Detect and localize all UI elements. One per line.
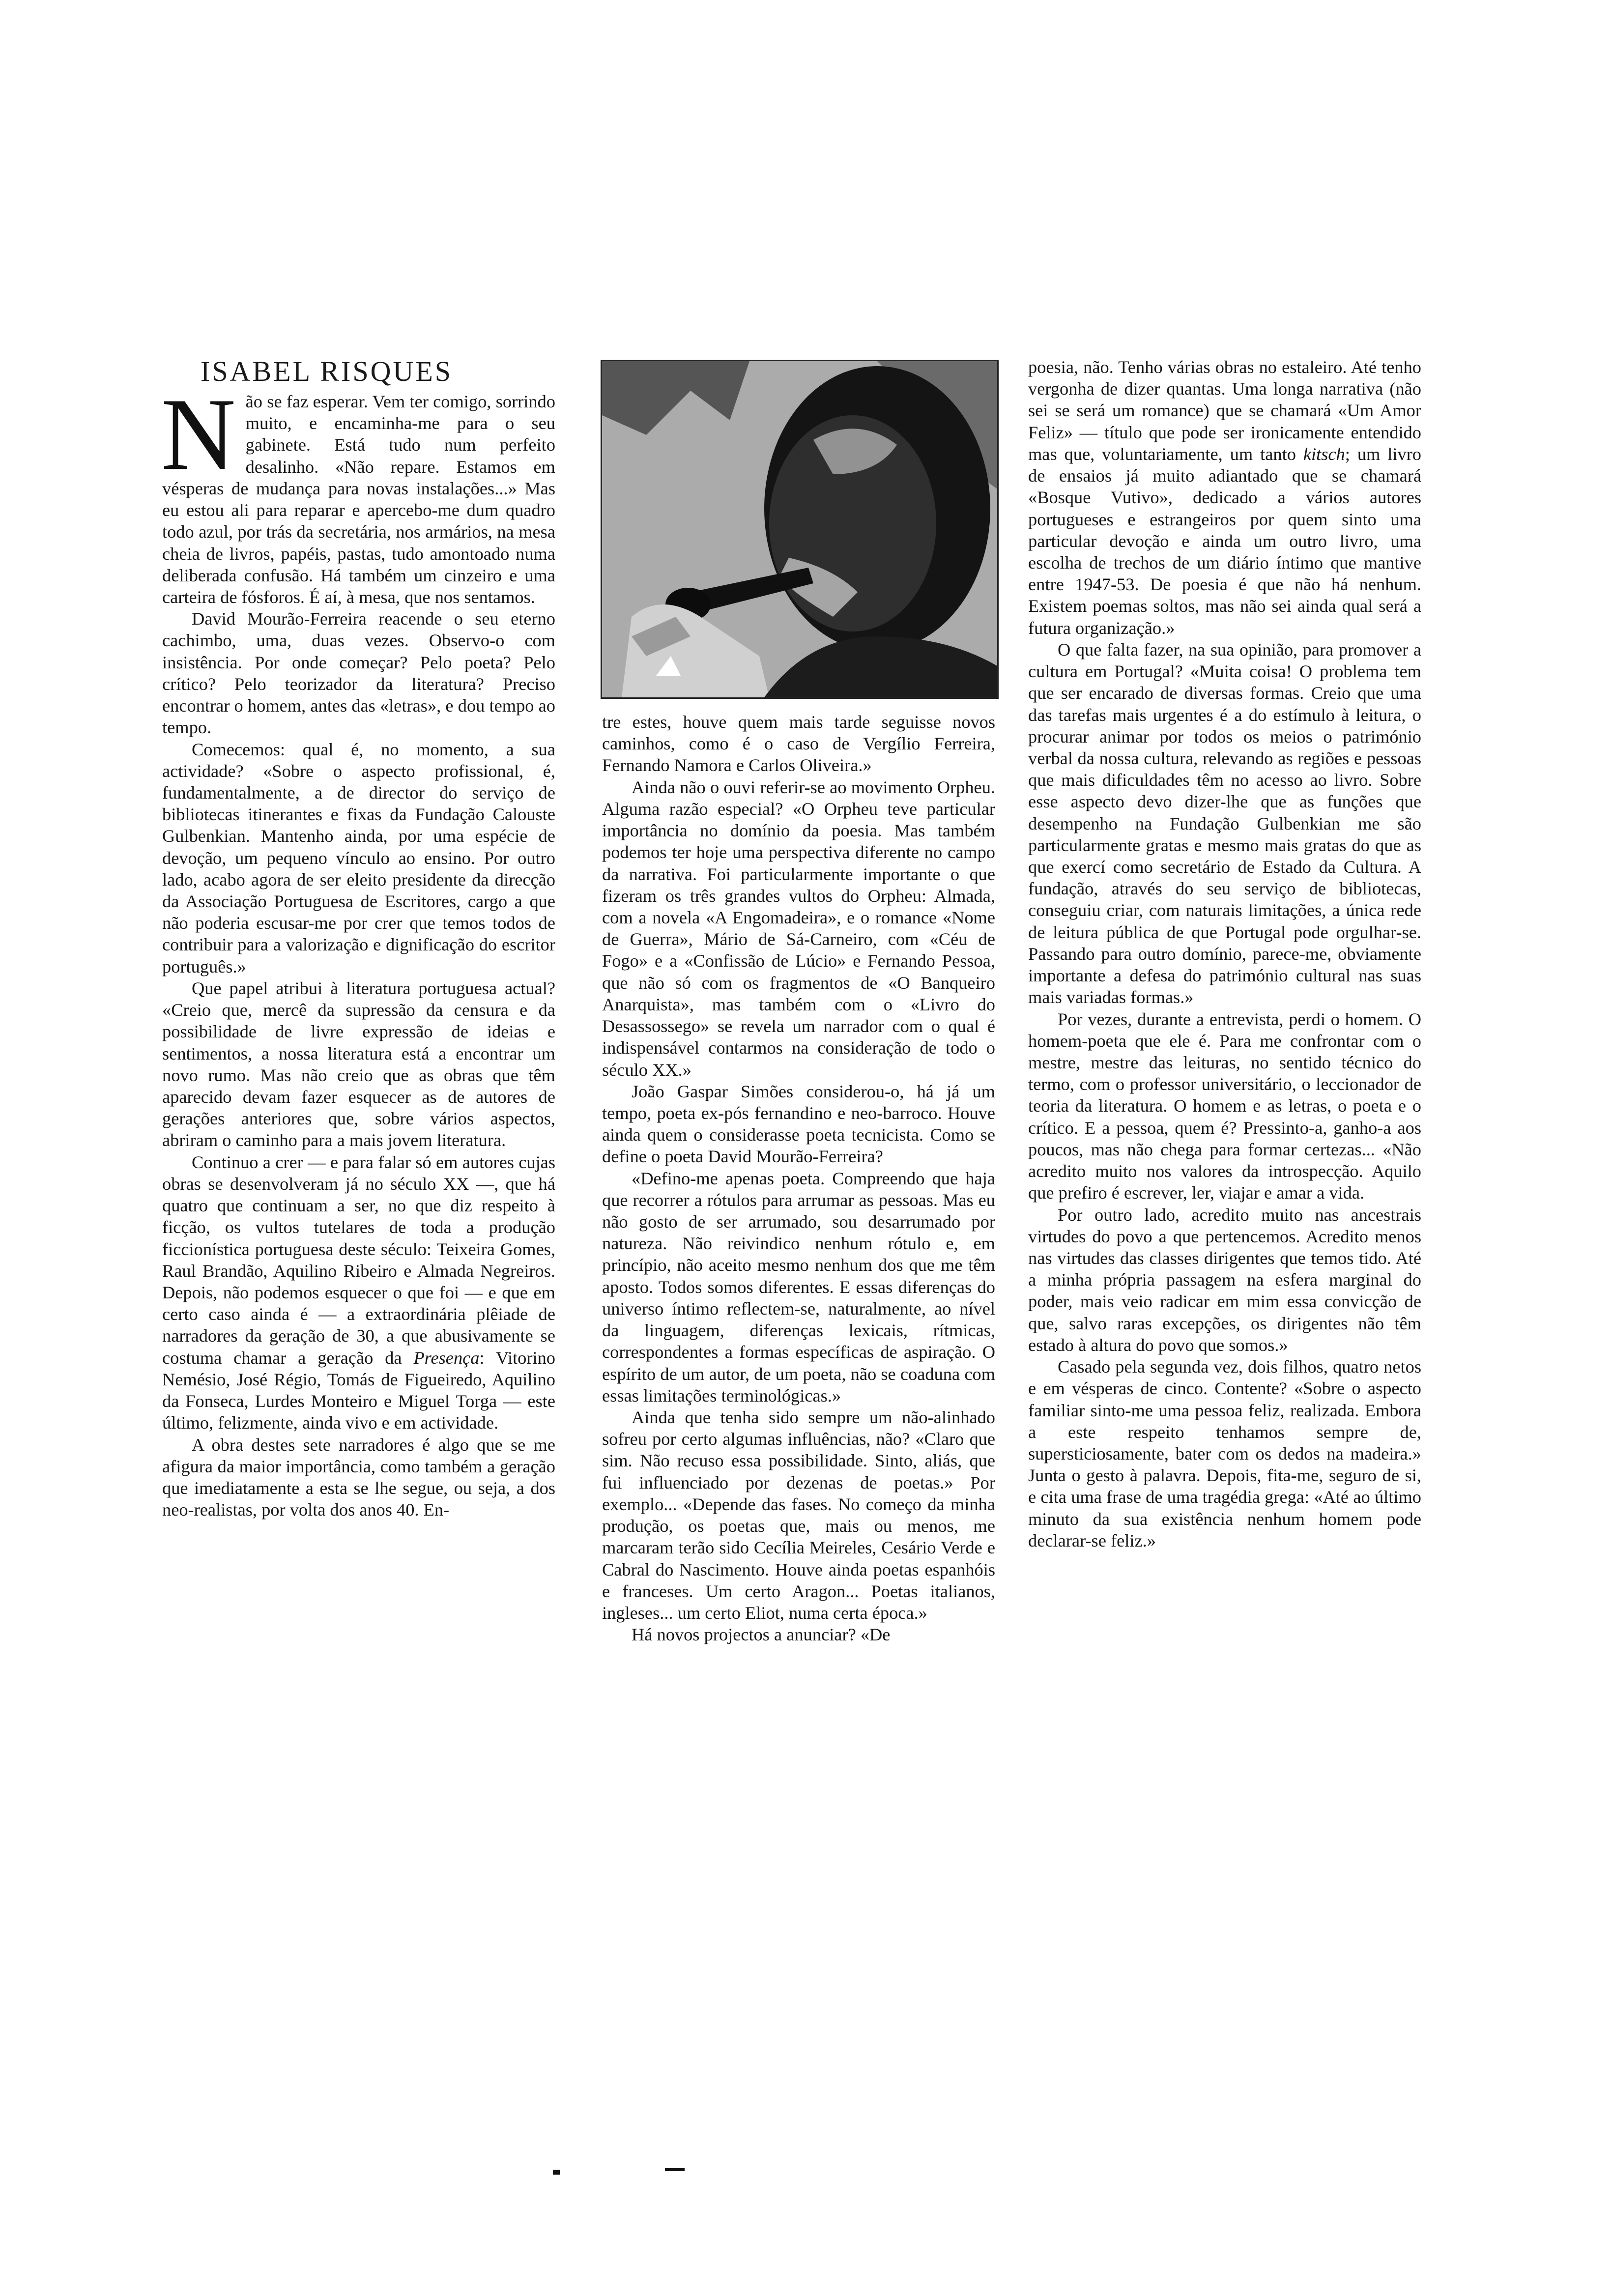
paragraph: Ainda que tenha sido sempre um não-alinhado sofreu por certo algumas influências, não? «Claro que sim. Não recuso essa possibilidade. Sinto, aliás, que fui influenciado por dezenas de poetas.» Por exemplo... «Depende das fases. No começo da minha produção, os poetas que, mais ou menos, me marcaram terão sido Cecília Meireles, Cesário Verde e Cabral do Nascimento. Houve ainda poetas espanhóis e franceses. Um certo Aragon... Poetas italianos, ingleses... um certo Eliot, numa certa época.»	[602, 1407, 995, 1623]
drop-cap: N	[161, 377, 236, 491]
paragraph: O que falta fazer, na sua opinião, para promover a cultura em Portugal? «Muita coisa! O problema tem que ser encarado de diversas formas. Creio que uma das tarefas mais urgentes é a do estímulo à leitura, o procurar animar por todos os meios o património verbal da nossa cultura, relevando as regiões e pessoas que mais dificuldades têm no acesso ao livro. Sobre esse aspecto devo dizer-lhe que as funções que desempenho na Fundação Gulbenkian me são particularmente gratas e mesmo mais gratas do que as que exercí como secretário de Estado da Cultura. A fundação, através do seu serviço de bibliotecas, conseguiu criar, com naturais limitações, a única rede de leitura pública de que Portugal pode orgulhar-se. Passando para outro domínio, parece-me, obviamente importante a defesa do património cultural nas suas mais variadas formas.»	[1028, 639, 1421, 1007]
paragraph: Há novos projectos a anunciar? «De	[632, 1625, 891, 1645]
paragraph: Não se faz esperar. Vem ter comigo, sorrindo muito, e encaminha-me para o seu gabinete. Está tudo num perfeito desalinho. «Não repare. Estamos em vésperas de mudança para novas instalações...» Mas eu estou ali para reparar e apercebo-me dum quadro todo azul, por trás da secretária, nos armários, na mesa cheia de livros, papéis, pastas, tudo amontoado numa deliberada confusão. Há também um cinzeiro e uma carteira de fósforos. É aí, à mesa, que nos sentamos.	[161, 377, 555, 607]
paragraph: Casado pela segunda vez, dois filhos, quatro netos e em vésperas de cinco. Contente? «Sobre o aspecto familiar sinto-me uma pessoa feliz, realizada. Embora a este respeito tenhamos sempre de, supersticiosamente, bater com os dedos na madeira.» Junta o gesto à palavra. Depois, fita-me, seguro de si, e cita uma frase de uma tragédia grega: «Até ao último minuto da sua existência nenhum homem pode declarar-se feliz.»	[1028, 1357, 1421, 1550]
paragraph: David Mourão-Ferreira reacende o seu eterno cachimbo, uma, duas vezes. Observo-o com insistência. Por onde começar? Pelo poeta? Pelo crítico? Pelo teorizador da literatura? Preciso encontrar o homem, antes das «letras», e dou tempo ao tempo.	[162, 609, 555, 738]
article-column-3	[1028, 356, 1421, 1551]
paragraph: Continuo a crer — e para falar só em autores cujas obras se desenvolveram já no século XX —, que há quatro que continuam a ser, no que diz respeito à ficção, os vultos tutelares de toda a produção ficcionística portuguesa deste século: Teixeira Gomes, Raul Brandão, Aquilino Ribeiro e Almada Negreiros. Depois, não podemos esquecer o que foi — e que em certo caso ainda é — a extraordinária plêiade de narradores da geração de 30, a que abusivamente se costuma chamar a geração da Presença: Vitorino Nemésio, José Régio, Tomás de Figueiredo, Aquilino da Fonseca, Lurdes Monteiro e Miguel Torga — este último, felizmente, ainda vivo e em actividade.	[162, 1152, 555, 1433]
paragraph: Ainda não o ouvi referir-se ao movimento Orpheu. Alguma razão especial? «O Orpheu teve particular importância no domínio da poesia. Mas também podemos ter hoje uma perspectiva diferente no campo da narrativa. Foi particularmente importante o que fizeram os três grandes vultos do Orpheu: Almada, com a novela «A Engomadeira», e o romance «Nome de Guerra», Mário de Sá-Carneiro, com «Céu de Fogo» e a «Confissão de Lúcio» e Fernando Pessoa, que não só com os fragmentos de «O Banqueiro Anarquista», mas também com o «Livro do Desassossego» se revela um narrador com o qual é indispensável contarmos na consideração de todo o século XX.»	[602, 777, 995, 1080]
scan-mark	[553, 2170, 560, 2175]
portrait-illustration	[602, 361, 997, 697]
article-column-1	[161, 377, 555, 1521]
paragraph: Por outro lado, acredito muito nas ancestrais virtudes do povo a que pertencemos. Acredito menos nas virtudes das classes dirigentes que temos tido. Até a minha própria passagem na esfera marginal do poder, mais veio radicar em mim essa convicção de que, salvo raras excepções, os dirigentes não têm estado à altura do povo que somos.»	[1028, 1205, 1421, 1355]
byline: ISABEL RISQUES	[201, 355, 453, 387]
article-column-2	[602, 711, 995, 1645]
paragraph: João Gaspar Simões considerou-o, há já um tempo, poeta ex-pós fernandino e neo-barroco. Houve ainda quem o considerasse poeta tecnicista. Como se define o poeta David Mourão-Ferreira?	[602, 1081, 995, 1167]
paragraph: «Defino-me apenas poeta. Compreendo que haja que recorrer a rótulos para arrumar as pessoas. Mas eu não gosto de ser arrumado, sou desarrumado por natureza. Não reivindico nenhum rótulo e, em princípio, não aceito mesmo nenhum dos que me têm aposto. Todos somos diferentes. E essas diferenças do universo íntimo reflectem-se, naturalmente, ao nível da linguagem, diferenças lexicais, rítmicas, correspondentes a formas específicas de aspiração. O espírito de um autor, de um poeta, não se coaduna com essas limitações terminológicas.»	[602, 1168, 995, 1406]
paragraph: Que papel atribui à literatura portuguesa actual? «Creio que, mercê da supressão da censura e da possibilidade de livre expressão de ideias e sentimentos, a nossa literatura está a encontrar um novo rumo. Mas não creio que as obras que têm aparecido devam fazer esquecer as de autores de gerações anteriores que, sobre vários aspectos, abriram o caminho para a mais jovem literatura.	[162, 978, 555, 1150]
paragraph: Por vezes, durante a entrevista, perdi o homem. O homem-poeta que ele é. Para me confrontar com o mestre, mestre das leituras, no sentido técnico do termo, com o professor universitário, o leccionador de teoria da literatura. O homem e as letras, o poeta e o crítico. E a pessoa, quem é? Pressinto-a, ganho-a aos poucos, mas não chega para formar certezas... «Não acredito muito nos valores da introspecção. Aquilo que prefiro é escrever, ler, viajar e amar a vida.	[1028, 1009, 1421, 1203]
scan-mark	[665, 2168, 685, 2171]
paragraph: A obra destes sete narradores é algo que se me afigura da maior importância, como também a geração que imediatamente a esta se lhe segue, ou seja, a dos neo-realistas, por volta dos anos 40. En-	[162, 1435, 555, 1520]
paragraph: Comecemos: qual é, no momento, a sua actividade? «Sobre o aspecto profissional, é, fundamentalmente, a de director do serviço de bibliotecas itinerantes e fixas da Fundação Calouste Gulbenkian. Mantenho ainda, por uma espécie de devoção, um pequeno vínculo ao ensino. Por outro lado, acabo agora de ser eleito presidente da direcção da Associação Portuguesa de Escritores, cargo a que não poderia escusar-me por crer que temos todos de contribuir para a valorização e dignificação do escritor português.»	[162, 739, 555, 976]
paragraph: tre estes, houve quem mais tarde seguisse novos caminhos, como é o caso de Vergílio Ferreira, Fernando Namora e Carlos Oliveira.»	[602, 712, 995, 775]
paragraph: poesia, não. Tenho várias obras no estaleiro. Até tenho vergonha de dizer quantas. Uma longa narrativa (não sei se será um romance) que se chamará «Um Amor Feliz» — título que pode ser ironicamente entendido mas que, voluntariamente, um tanto kitsch; um livro de ensaios já muito adiantado que se chamará «Bosque Vutivo», dedicado a vários autores portugueses e estrangeiros por quem sinto uma particular devoção e ainda um outro livro, uma escolha de trechos de um diário íntimo que mantive entre 1947-53. De poesia é que não há nenhum. Existem poemas soltos, mas não sei ainda qual será a futura organização.»	[1028, 357, 1422, 638]
author-photo	[601, 360, 999, 699]
